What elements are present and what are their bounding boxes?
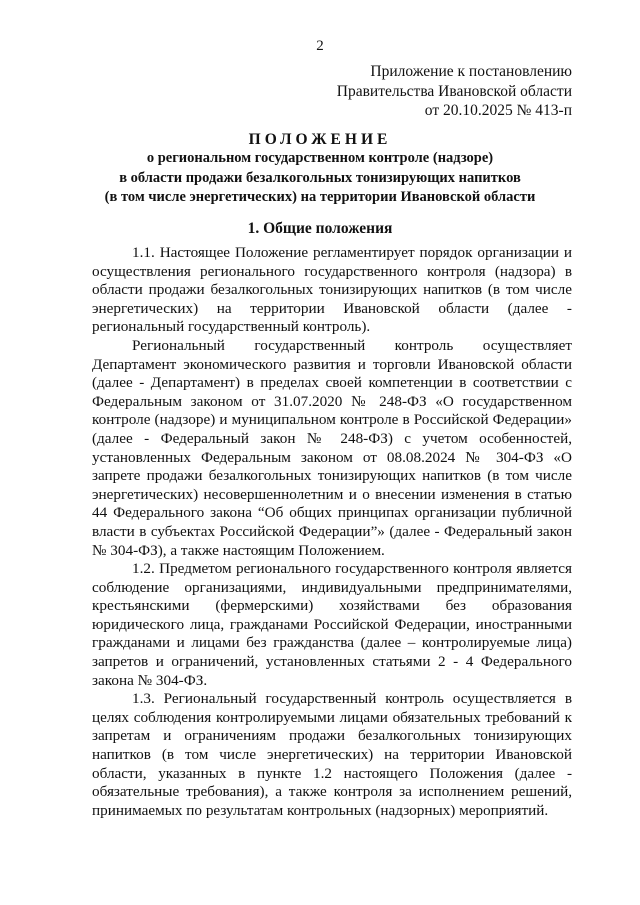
document-title-block	[60, 130, 580, 208]
approval-line-1: Приложение к постановлению	[370, 63, 572, 80]
paragraph-1-2: 1.2. Предметом регионального государственного контроля является соблюдение организациями, индивидуальными предпринимателями, крестьянскими (фермерскими) хозяйствами без образования юридического лица, гражданами Российской Федерации, иностранными гражданами и лицами без гражданства (далее – контролируемые лица) запретов и ограничений, установленных статьями 2 - 4 Федерального закона № 304-ФЗ.	[92, 560, 572, 689]
page-number: 2	[316, 38, 324, 54]
paragraph-regional-control: Региональный государственный контроль осуществляет Департамент экономического развития и торговли Ивановской области (далее - Департамент) в пределах своей компетенции в соответствии с Федеральным законом от 31.07.2020 № 248-ФЗ «О государственном контроле (надзоре) и муниципальном контроле в Российской Федерации» (далее - Федеральный закон № 248-ФЗ) с учетом особенностей, установленных Федеральным законом от 08.08.2024 № 304-ФЗ «О запрете продажи безалкогольных тонизирующих напитков (в том числе энергетических) несовершеннолетним и о внесении изменения в статью 44 Федерального закона “Об общих принципах организации публичной власти в субъектах Российской Федерации”» (далее - Федеральный закон № 304-ФЗ), а также настоящим Положением.	[92, 336, 572, 559]
approval-line-2: Правительства Ивановской области	[336, 82, 572, 100]
subtitle-line-1: о региональном государственном контроле (надзоре)	[146, 150, 494, 166]
section-heading: 1. Общие положения	[247, 220, 393, 237]
document-title: ПОЛОЖЕНИЕ	[248, 131, 392, 148]
paragraph-1-3: 1.3. Региональный государственный контроль осуществляется в целях соблюдения контролируемыми лицами обязательных требований к запретам и ограничениям продажи безалкогольных тонизирующих напитков (в том числе энергетических) на территории Ивановской области, указанных в пункте 1.2 настоящего Положения (далее - обязательные требования), а также контроля за исполнением решений, принимаемых по результатам контрольных (надзорных) мероприятий.	[92, 690, 572, 819]
paragraph-1-1: 1.1. Настоящее Положение регламентирует порядок организации и осуществления регионального государственного контроля (надзора) в области продажи безалкогольных тонизирующих напитков (в том числе энергетических) на территории Ивановской области (далее - региональный государственный контроль).	[92, 244, 572, 336]
subtitle-line-3: (в том числе энергетических) на территории Ивановской области	[104, 189, 536, 205]
approval-stamp	[337, 62, 572, 121]
document-body	[92, 244, 572, 820]
subtitle-line-2: в области продажи безалкогольных тонизирующих напитков	[119, 169, 521, 186]
approval-line-3: от 20.10.2025 № 413-п	[424, 102, 572, 119]
